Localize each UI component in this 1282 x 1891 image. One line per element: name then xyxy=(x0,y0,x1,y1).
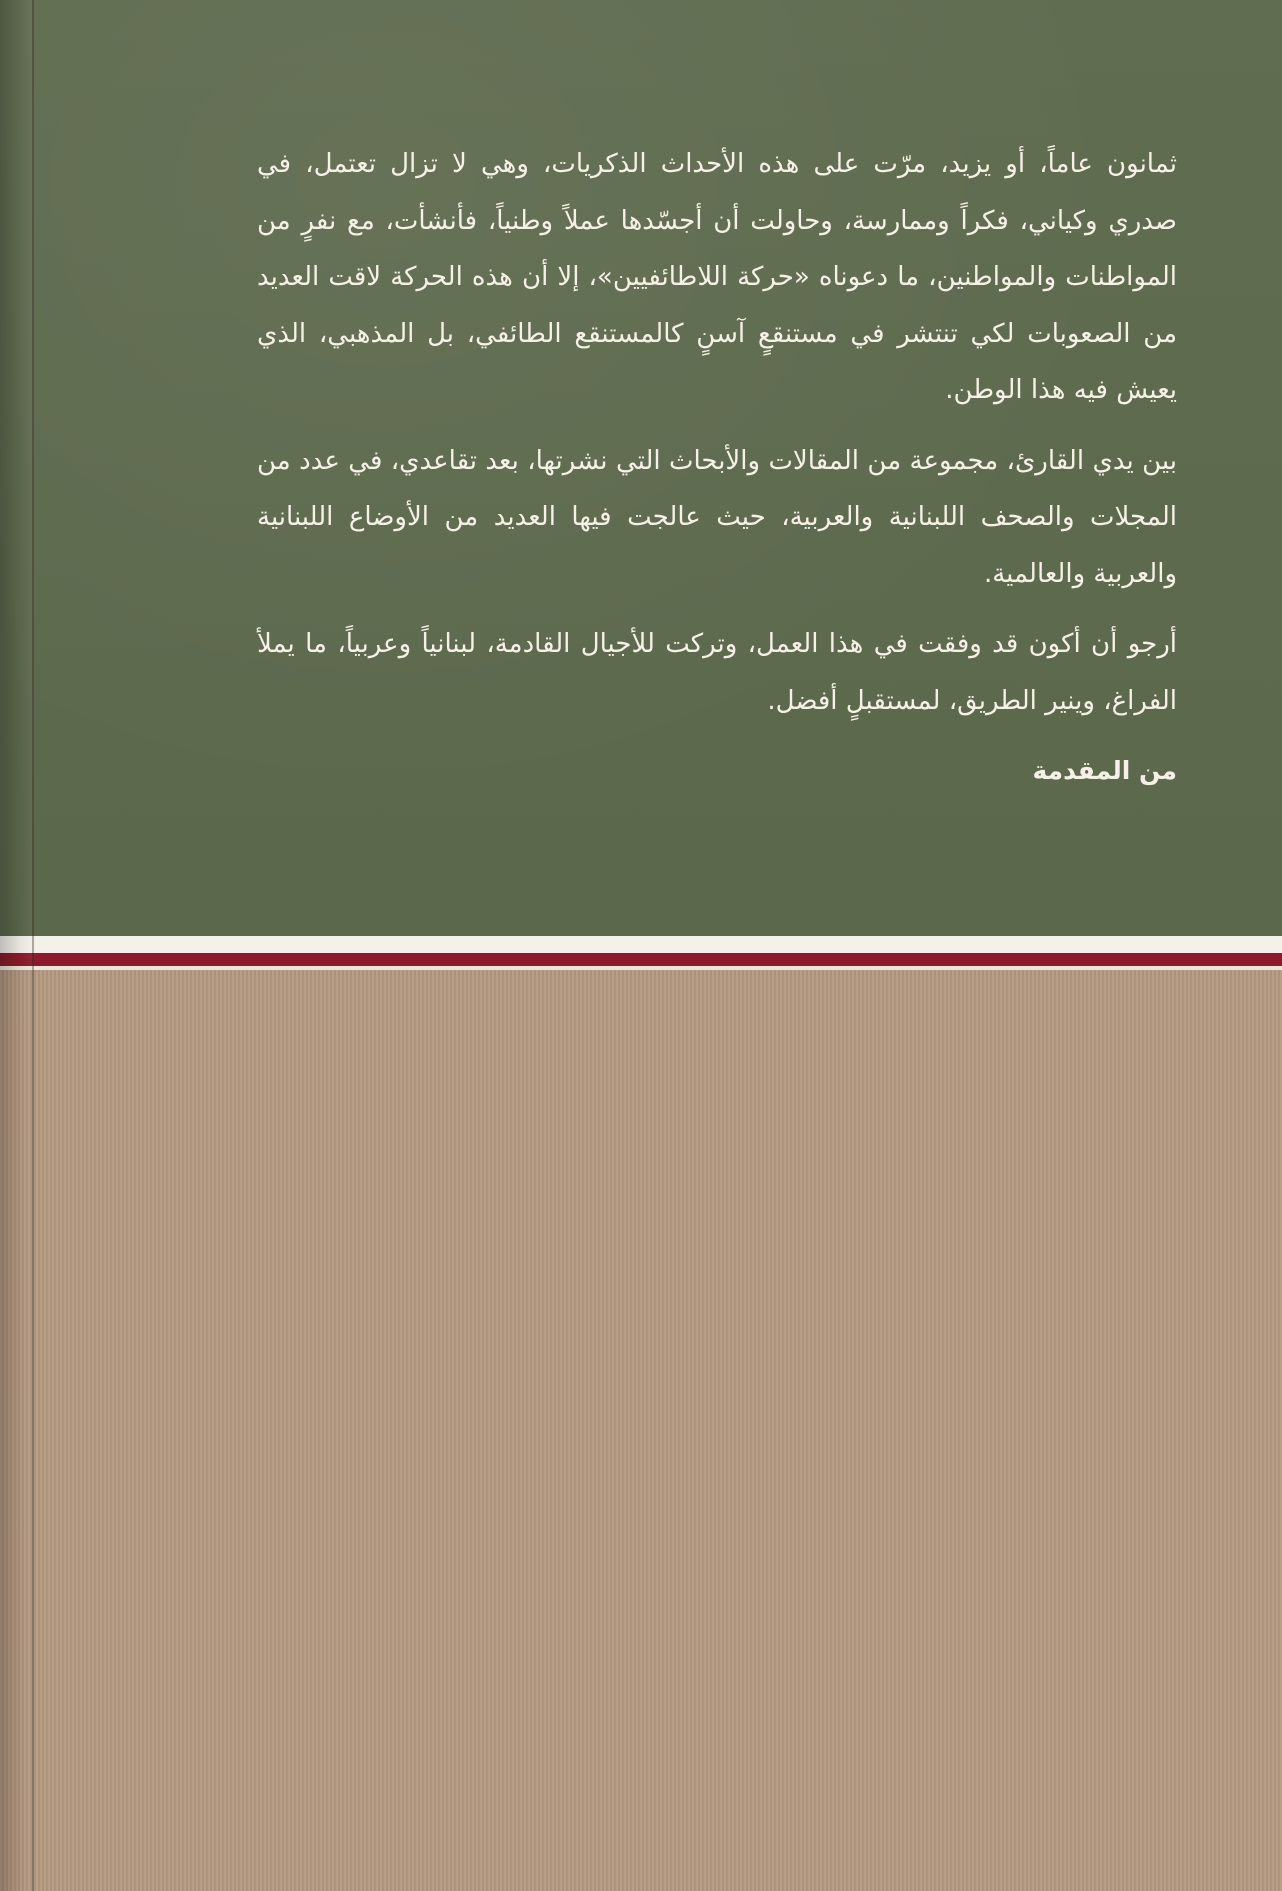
blurb-text xyxy=(257,136,1177,799)
blurb-paragraph-1: ثمانون عاماً، أو يزيد، مرّت على هذه الأحداث الذكريات، وهي لا تزال تعتمل، في صدري وكياني، فكراً وممارسة، وحاولت أن أجسّدها عملاً وطنياً، فأنشأت، مع نفرٍ من المواطنات والمواطنين، ما دعوناه «حركة اللاطائفيين»، إلا أن هذه الحركة لاقت العديد من الصعوبات لكي تنتشر في مستنقعٍ آسنٍ كالمستنقع الطائفي، بل المذهبي، الذي يعيش فيه هذا الوطن. xyxy=(257,149,1177,405)
green-text-panel xyxy=(0,0,1282,936)
red-divider-band xyxy=(0,953,1282,966)
spine-hinge-line xyxy=(32,0,34,1891)
blurb-paragraph-3: أرجو أن أكون قد وفقت في هذا العمل، وتركت للأجيال القادمة، لبنانياً وعربياً، ما يملأ الفراغ، وينير الطريق، لمستقبلٍ أفضل. xyxy=(257,629,1177,716)
white-divider-band xyxy=(0,936,1282,953)
blurb-source-label: من المقدمة xyxy=(1032,756,1177,785)
kraft-paper-panel xyxy=(0,970,1282,1891)
blurb-paragraph-2: بين يدي القارئ، مجموعة من المقالات والأبحاث التي نشرتها، بعد تقاعدي، في عدد من المجلات والصحف اللبنانية والعربية، حيث عالجت فيها العديد من الأوضاع اللبنانية والعربية والعالمية. xyxy=(257,445,1177,589)
